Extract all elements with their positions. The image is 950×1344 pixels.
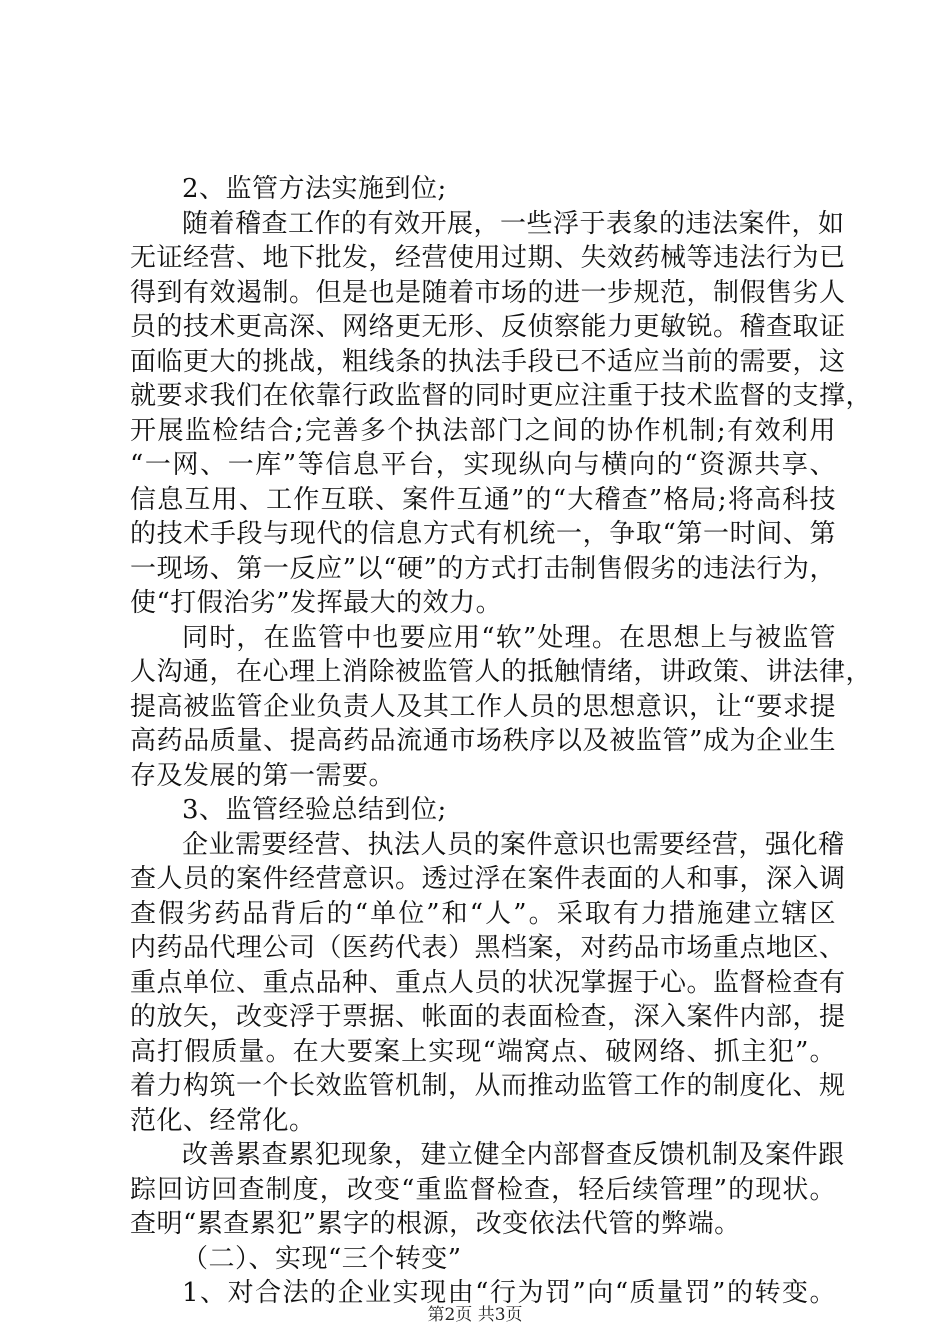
text-line: 员的技术更高深、网络更无形、反侦察能力更敏锐。稽查取证: [130, 312, 846, 342]
text-line: 3、监管经验总结到位;: [182, 795, 447, 825]
text-line: 得到有效遏制。但是也是随着市场的进一步规范，制假售劣人: [130, 277, 846, 308]
text-line: （二）、实现“三个转变”: [182, 1243, 462, 1274]
text-line: 企业需要经营、执法人员的案件意识也需要经营，强化稽: [182, 829, 845, 860]
text-line: 着力构筑一个长效监管机制，从而推动监管工作的制度化、规: [130, 1071, 846, 1101]
text-line: 存及发展的第一需要。: [130, 760, 396, 791]
text-line: 1、对合法的企业实现由“行为罚”向“质量罚”的转变。: [182, 1278, 836, 1308]
text-line: 范化、经常化。: [130, 1105, 316, 1136]
text-line: “一网、一库”等信息平台，实现纵向与横向的“资源共享、: [130, 450, 836, 480]
text-line: 高打假质量。在大要案上实现“端窝点、破网络、抓主犯”。: [130, 1036, 836, 1067]
text-line: 2、监管方法实施到位;: [182, 174, 447, 204]
text-line: 面临更大的挑战，粗线条的执法手段已不适应当前的需要，这: [130, 346, 846, 377]
text-line: 随着稽查工作的有效开展，一些浮于表象的违法案件，如: [182, 208, 845, 239]
text-line: 人沟通，在心理上消除被监管人的抵触情绪，讲政策、讲法律，: [130, 657, 873, 687]
text-line: 开展监检结合;完善多个执法部门之间的协作机制;有效利用: [130, 415, 836, 446]
text-line: 同时，在监管中也要应用“软”处理。在思想上与被监管: [182, 622, 836, 653]
text-line: 高药品质量、提高药品流通市场秩序以及被监管”成为企业生: [130, 726, 836, 756]
text-line: 无证经营、地下批发，经营使用过期、失效药械等违法行为已: [130, 243, 846, 273]
text-line: 重点单位、重点品种、重点人员的状况掌握于心。监督检查有: [130, 967, 846, 998]
text-line: 一现场、第一反应”以“硬”的方式打击制售假劣的违法行为，: [130, 553, 836, 584]
text-line: 内药品代理公司（医药代表）黑档案，对药品市场重点地区、: [130, 933, 846, 963]
text-line: 踪回访回查制度，改变“重监督检查，轻后续管理”的现状。: [130, 1174, 836, 1205]
text-line: 查人员的案件经营意识。透过浮在案件表面的人和事，深入调: [130, 864, 846, 894]
page-footer: 第2页 共3页: [427, 1305, 523, 1325]
document-body: [130, 172, 873, 1311]
text-line: 提高被监管企业负责人及其工作人员的思想意识，让“要求提: [130, 691, 836, 722]
text-line: 使“打假治劣”发挥最大的效力。: [130, 588, 503, 618]
text-line: 查明“累查累犯”累字的根源，改变依法代管的弊端。: [130, 1209, 741, 1239]
text-line: 就要求我们在依靠行政监督的同时更应注重于技术监督的支撑，: [130, 381, 873, 411]
text-line: 的放矢，改变浮于票据、帐面的表面检查，深入案件内部，提: [130, 1002, 846, 1032]
text-line: 查假劣药品背后的“单位”和“人”。采取有力措施建立辖区: [130, 898, 836, 929]
text-line: 的技术手段与现代的信息方式有机统一，争取“第一时间、第: [130, 519, 836, 549]
text-line: 改善累查累犯现象，建立健全内部督查反馈机制及案件跟: [182, 1140, 845, 1170]
text-line: 信息互用、工作互联、案件互通”的“大稽查”格局;将高科技: [130, 484, 836, 515]
